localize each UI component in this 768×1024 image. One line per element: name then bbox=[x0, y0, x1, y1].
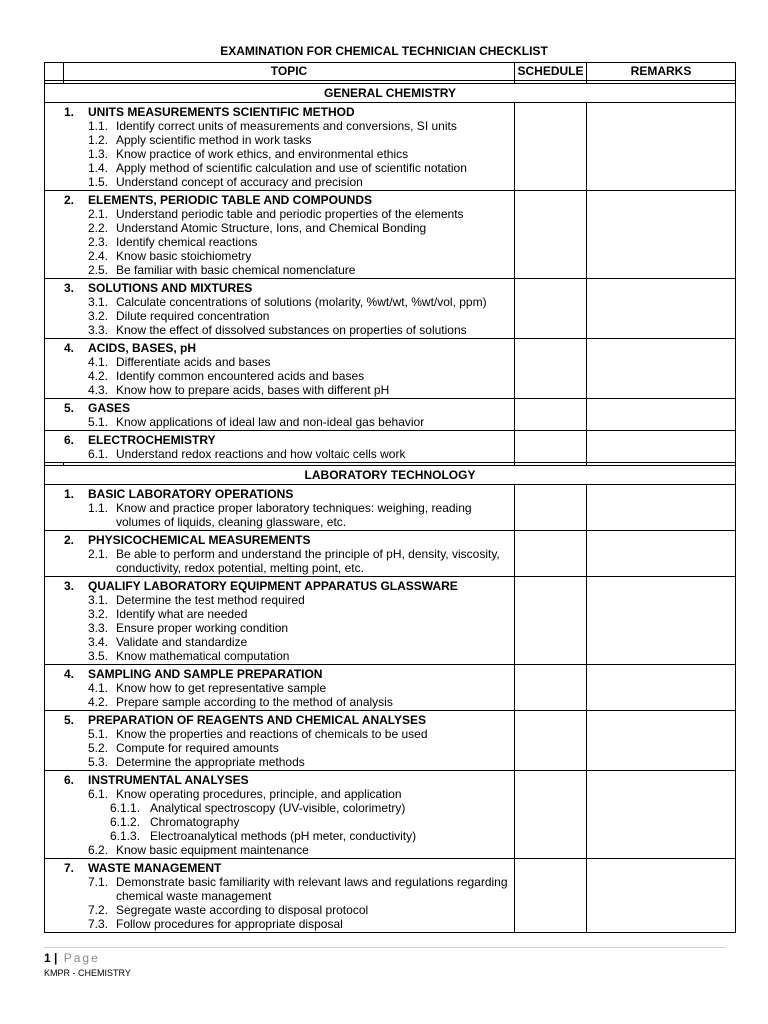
subtopic-number: 6.1. bbox=[88, 447, 109, 461]
subtopic-text: Understand concept of accuracy and precision bbox=[116, 175, 363, 189]
subtopic-text: Know applications of ideal law and non-ideal gas behavior bbox=[116, 415, 425, 429]
remarks-cell bbox=[587, 711, 736, 771]
subtopic-number: 2.1. bbox=[88, 207, 109, 221]
subtopic-number: 1.4. bbox=[88, 161, 109, 175]
subtopic-text: Segregate waste according to disposal protocol bbox=[116, 903, 369, 917]
subtopic-item bbox=[45, 829, 514, 843]
subtopic-number: 2.3. bbox=[88, 235, 109, 249]
subtopic-number: 5.1. bbox=[88, 727, 109, 741]
section-title: LABORATORY TECHNOLOGY bbox=[45, 466, 736, 485]
subtopic-item bbox=[45, 801, 514, 815]
topic-heading bbox=[45, 105, 514, 119]
topic-number: 2. bbox=[64, 193, 75, 207]
header-remarks: REMARKS bbox=[587, 63, 736, 81]
subtopic-item bbox=[45, 635, 514, 649]
subtopic-text: Chromatography bbox=[150, 815, 240, 829]
subtopic-item bbox=[45, 119, 514, 133]
subtopic-text: Analytical spectroscopy (UV-visible, colorimetry) bbox=[150, 801, 406, 815]
subtopic-number: 1.5. bbox=[88, 175, 109, 189]
subtopic-text: Know practice of work ethics, and environmental ethics bbox=[116, 147, 409, 161]
remarks-cell bbox=[587, 399, 736, 431]
topic-title: PREPARATION OF REAGENTS AND CHEMICAL ANALYSES bbox=[88, 713, 427, 727]
schedule-cell bbox=[515, 859, 587, 933]
topic-row bbox=[45, 665, 736, 711]
topic-number: 1. bbox=[64, 105, 75, 119]
subtopic-number: 2.4. bbox=[88, 249, 109, 263]
topic-title: BASIC LABORATORY OPERATIONS bbox=[88, 487, 294, 501]
subtopic-text: Identify correct units of measurements and conversions, SI units bbox=[116, 119, 457, 133]
topic-heading bbox=[45, 713, 514, 727]
subtopic-text: Identify chemical reactions bbox=[116, 235, 258, 249]
topic-cell bbox=[45, 279, 515, 339]
topic-number: 1. bbox=[64, 487, 75, 501]
topic-title: SAMPLING AND SAMPLE PREPARATION bbox=[88, 667, 323, 681]
topic-title: SOLUTIONS AND MIXTURES bbox=[88, 281, 253, 295]
topic-cell bbox=[45, 431, 515, 463]
topic-row bbox=[45, 191, 736, 279]
topic-row bbox=[45, 279, 736, 339]
schedule-cell bbox=[515, 577, 587, 665]
header-blank-cell bbox=[45, 63, 64, 81]
schedule-cell bbox=[515, 103, 587, 191]
subtopic-number: 3.4. bbox=[88, 635, 109, 649]
subtopic-item bbox=[45, 235, 514, 249]
topic-heading bbox=[45, 341, 514, 355]
schedule-cell bbox=[515, 191, 587, 279]
subtopic-number: 4.3. bbox=[88, 383, 109, 397]
subtopic-text: Know the properties and reactions of chemicals to be used bbox=[116, 727, 428, 741]
subtopic-item bbox=[45, 323, 514, 337]
subtopic-item bbox=[45, 207, 514, 221]
topic-cell bbox=[45, 339, 515, 399]
schedule-cell bbox=[515, 665, 587, 711]
page-number-value: 1 bbox=[44, 951, 51, 965]
subtopic-item bbox=[45, 681, 514, 695]
subtopic-number: 4.1. bbox=[88, 355, 109, 369]
remarks-cell bbox=[587, 485, 736, 531]
subtopic-text: Determine the test method required bbox=[116, 593, 305, 607]
subtopic-number: 6.1.3. bbox=[110, 829, 141, 843]
subtopic-item bbox=[45, 147, 514, 161]
page-word: Page bbox=[63, 951, 100, 965]
topic-title: ELECTROCHEMISTRY bbox=[88, 433, 216, 447]
subtopic-text: Calculate concentrations of solutions (molarity, %wt/wt, %wt/vol, ppm) bbox=[116, 295, 487, 309]
topic-row bbox=[45, 711, 736, 771]
remarks-cell bbox=[587, 531, 736, 577]
subtopic-text: Determine the appropriate methods bbox=[116, 755, 305, 769]
subtopic-number: 1.1. bbox=[88, 501, 109, 515]
subtopic-text: Electroanalytical methods (pH meter, conductivity) bbox=[150, 829, 417, 843]
topic-row bbox=[45, 577, 736, 665]
topic-cell bbox=[45, 771, 515, 859]
subtopic-text: Be familiar with basic chemical nomenclature bbox=[116, 263, 356, 277]
subtopic-text: Know operating procedures, principle, and application bbox=[116, 787, 402, 801]
subtopic-number: 1.2. bbox=[88, 133, 109, 147]
subtopic-number: 2.5. bbox=[88, 263, 109, 277]
subtopic-item bbox=[45, 787, 514, 801]
subtopic-item bbox=[45, 383, 514, 397]
subtopic-item bbox=[45, 415, 514, 429]
remarks-cell bbox=[587, 191, 736, 279]
subtopic-item bbox=[45, 295, 514, 309]
subtopic-item bbox=[45, 621, 514, 635]
subtopic-text: Understand redox reactions and how voltaic cells work bbox=[116, 447, 406, 461]
topic-title: ACIDS, BASES, pH bbox=[88, 341, 197, 355]
subtopic-text: Apply method of scientific calculation and use of scientific notation bbox=[116, 161, 467, 175]
subtopic-text: Know the effect of dissolved substances on properties of solutions bbox=[116, 323, 467, 337]
subtopic-number: 5.3. bbox=[88, 755, 109, 769]
topic-number: 7. bbox=[64, 861, 75, 875]
remarks-cell bbox=[587, 279, 736, 339]
topic-number: 4. bbox=[64, 341, 75, 355]
page-number bbox=[44, 951, 100, 965]
subtopic-item bbox=[45, 447, 514, 461]
topic-number: 5. bbox=[64, 401, 75, 415]
topic-number: 6. bbox=[64, 773, 75, 787]
topic-row bbox=[45, 485, 736, 531]
subtopic-text: Validate and standardize bbox=[116, 635, 248, 649]
subtopic-text: Identify what are needed bbox=[116, 607, 248, 621]
schedule-cell bbox=[515, 431, 587, 463]
subtopic-number: 3.2. bbox=[88, 607, 109, 621]
subtopic-text: Know how to get representative sample bbox=[116, 681, 327, 695]
subtopic-number: 7.3. bbox=[88, 917, 109, 931]
subtopic-text: Be able to perform and understand the principle of pH, density, viscosity, conductivity, redox potential, melting point, etc. bbox=[116, 547, 500, 575]
subtopic-number: 7.2. bbox=[88, 903, 109, 917]
topic-number: 4. bbox=[64, 667, 75, 681]
topic-title: PHYSICOCHEMICAL MEASUREMENTS bbox=[88, 533, 311, 547]
footer-divider bbox=[44, 947, 726, 948]
page-separator: | bbox=[54, 951, 58, 965]
subtopic-text: Understand periodic table and periodic properties of the elements bbox=[116, 207, 464, 221]
subtopic-number: 3.1. bbox=[88, 593, 109, 607]
subtopic-number: 5.2. bbox=[88, 741, 109, 755]
topic-cell bbox=[45, 191, 515, 279]
topic-heading bbox=[45, 401, 514, 415]
subtopic-text: Know basic equipment maintenance bbox=[116, 843, 309, 857]
remarks-cell bbox=[587, 859, 736, 933]
subtopic-number: 6.1. bbox=[88, 787, 109, 801]
remarks-cell bbox=[587, 103, 736, 191]
topic-number: 2. bbox=[64, 533, 75, 547]
subtopic-item bbox=[45, 695, 514, 709]
topic-cell bbox=[45, 859, 515, 933]
subtopic-item bbox=[45, 843, 514, 857]
topic-heading bbox=[45, 433, 514, 447]
subtopic-text: Compute for required amounts bbox=[116, 741, 279, 755]
subtopic-item bbox=[45, 649, 514, 663]
remarks-cell bbox=[587, 339, 736, 399]
subtopic-number: 5.1. bbox=[88, 415, 109, 429]
topic-cell bbox=[45, 399, 515, 431]
subtopic-text: Follow procedures for appropriate disposal bbox=[116, 917, 343, 931]
remarks-cell bbox=[587, 431, 736, 463]
topic-title: ELEMENTS, PERIODIC TABLE AND COMPOUNDS bbox=[88, 193, 373, 207]
schedule-cell bbox=[515, 339, 587, 399]
schedule-cell bbox=[515, 399, 587, 431]
subtopic-text: Differentiate acids and bases bbox=[116, 355, 271, 369]
header-topic: TOPIC bbox=[64, 63, 515, 81]
topic-cell bbox=[45, 103, 515, 191]
topic-number: 3. bbox=[64, 281, 75, 295]
subtopic-item bbox=[45, 593, 514, 607]
topic-cell bbox=[45, 577, 515, 665]
topic-cell bbox=[45, 485, 515, 531]
section-row bbox=[45, 466, 736, 485]
subtopic-item bbox=[45, 741, 514, 755]
subtopic-text: Know and practice proper laboratory techniques: weighing, reading volumes of liquids, cleaning glassware, etc. bbox=[116, 501, 472, 529]
header-schedule: SCHEDULE bbox=[515, 63, 587, 81]
subtopic-text: Dilute required concentration bbox=[116, 309, 270, 323]
subtopic-item bbox=[45, 309, 514, 323]
section-row bbox=[45, 84, 736, 103]
subtopic-number: 1.1. bbox=[88, 119, 109, 133]
topic-number: 3. bbox=[64, 579, 75, 593]
section-title: GENERAL CHEMISTRY bbox=[45, 84, 736, 103]
footer-doc-label: KMPR - CHEMISTRY bbox=[44, 968, 131, 978]
subtopic-text: Demonstrate basic familiarity with relevant laws and regulations regarding chemical waste management bbox=[116, 875, 508, 903]
schedule-cell bbox=[515, 485, 587, 531]
topic-row bbox=[45, 103, 736, 191]
topic-title: QUALIFY LABORATORY EQUIPMENT APPARATUS GLASSWARE bbox=[88, 579, 458, 593]
topic-row bbox=[45, 771, 736, 859]
subtopic-item bbox=[45, 355, 514, 369]
topic-cell bbox=[45, 531, 515, 577]
topic-row bbox=[45, 531, 736, 577]
subtopic-number: 2.2. bbox=[88, 221, 109, 235]
subtopic-item bbox=[45, 369, 514, 383]
topic-heading bbox=[45, 533, 514, 547]
subtopic-item bbox=[45, 501, 514, 529]
remarks-cell bbox=[587, 771, 736, 859]
topic-heading bbox=[45, 193, 514, 207]
subtopic-text: Know mathematical computation bbox=[116, 649, 290, 663]
subtopic-item bbox=[45, 755, 514, 769]
topic-row bbox=[45, 339, 736, 399]
subtopic-text: Identify common encountered acids and bases bbox=[116, 369, 365, 383]
subtopic-text: Ensure proper working condition bbox=[116, 621, 289, 635]
subtopic-item bbox=[45, 221, 514, 235]
document-title: EXAMINATION FOR CHEMICAL TECHNICIAN CHECKLIST bbox=[220, 44, 548, 58]
subtopic-item bbox=[45, 903, 514, 917]
subtopic-number: 4.1. bbox=[88, 681, 109, 695]
topic-cell bbox=[45, 711, 515, 771]
topic-title: WASTE MANAGEMENT bbox=[88, 861, 222, 875]
subtopic-text: Prepare sample according to the method of analysis bbox=[116, 695, 393, 709]
subtopic-item bbox=[45, 917, 514, 931]
subtopic-item bbox=[45, 175, 514, 189]
topic-row bbox=[45, 399, 736, 431]
remarks-cell bbox=[587, 665, 736, 711]
topic-heading bbox=[45, 281, 514, 295]
topic-heading bbox=[45, 667, 514, 681]
subtopic-item bbox=[45, 547, 514, 575]
subtopic-item bbox=[45, 815, 514, 829]
subtopic-text: Understand Atomic Structure, Ions, and Chemical Bonding bbox=[116, 221, 427, 235]
subtopic-number: 6.2. bbox=[88, 843, 109, 857]
subtopic-item bbox=[45, 161, 514, 175]
schedule-cell bbox=[515, 279, 587, 339]
schedule-cell bbox=[515, 711, 587, 771]
subtopic-number: 3.2. bbox=[88, 309, 109, 323]
topic-heading bbox=[45, 773, 514, 787]
subtopic-number: 6.1.2. bbox=[110, 815, 141, 829]
header-row bbox=[45, 63, 736, 81]
subtopic-text: Know basic stoichiometry bbox=[116, 249, 252, 263]
subtopic-number: 6.1.1. bbox=[110, 801, 141, 815]
topic-heading bbox=[45, 487, 514, 501]
topic-row bbox=[45, 859, 736, 933]
checklist-body bbox=[45, 63, 736, 933]
checklist-table bbox=[44, 62, 736, 933]
subtopic-number: 4.2. bbox=[88, 695, 109, 709]
subtopic-item bbox=[45, 875, 514, 903]
subtopic-number: 2.1. bbox=[88, 547, 109, 561]
topic-title: INSTRUMENTAL ANALYSES bbox=[88, 773, 249, 787]
schedule-cell bbox=[515, 531, 587, 577]
subtopic-number: 3.3. bbox=[88, 621, 109, 635]
topic-row bbox=[45, 431, 736, 463]
subtopic-number: 4.2. bbox=[88, 369, 109, 383]
topic-heading bbox=[45, 861, 514, 875]
subtopic-number: 1.3. bbox=[88, 147, 109, 161]
subtopic-number: 3.3. bbox=[88, 323, 109, 337]
topic-cell bbox=[45, 665, 515, 711]
subtopic-text: Apply scientific method in work tasks bbox=[116, 133, 312, 147]
subtopic-item bbox=[45, 263, 514, 277]
topic-title: UNITS MEASUREMENTS SCIENTIFIC METHOD bbox=[88, 105, 355, 119]
topic-heading bbox=[45, 579, 514, 593]
subtopic-item bbox=[45, 133, 514, 147]
remarks-cell bbox=[587, 577, 736, 665]
schedule-cell bbox=[515, 771, 587, 859]
subtopic-item bbox=[45, 607, 514, 621]
subtopic-item bbox=[45, 249, 514, 263]
subtopic-item bbox=[45, 727, 514, 741]
topic-title: GASES bbox=[88, 401, 131, 415]
subtopic-number: 3.5. bbox=[88, 649, 109, 663]
topic-number: 6. bbox=[64, 433, 75, 447]
topic-number: 5. bbox=[64, 713, 75, 727]
subtopic-number: 7.1. bbox=[88, 875, 109, 889]
subtopic-number: 3.1. bbox=[88, 295, 109, 309]
subtopic-text: Know how to prepare acids, bases with different pH bbox=[116, 383, 390, 397]
